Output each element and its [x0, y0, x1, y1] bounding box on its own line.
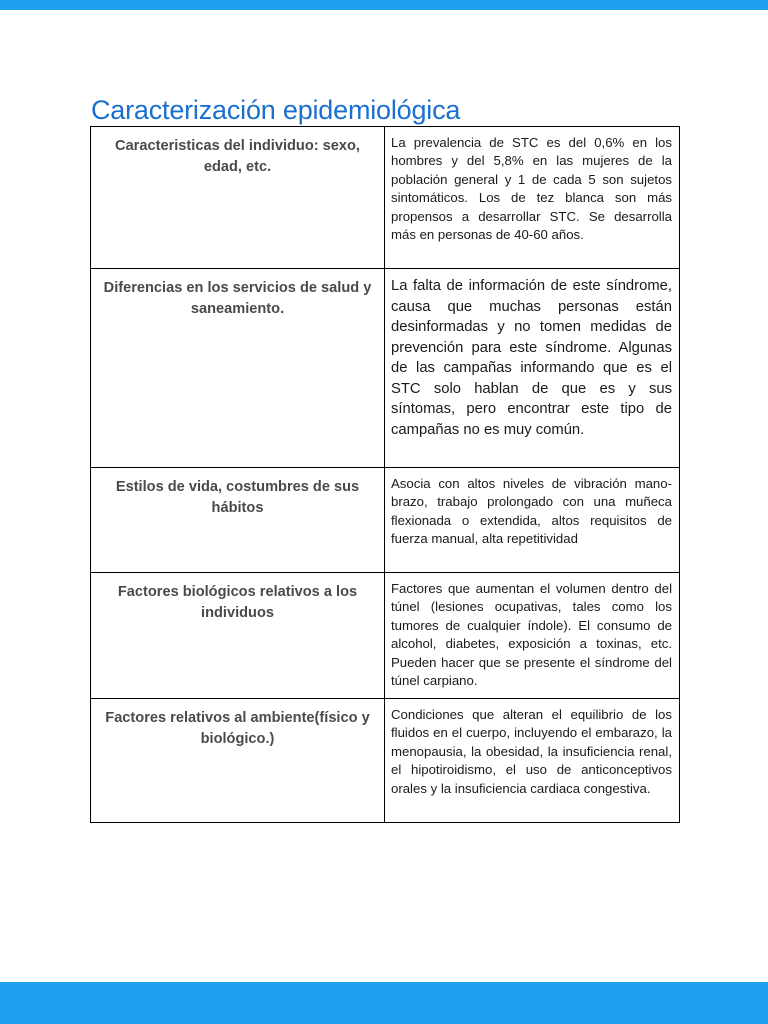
row-description-cell	[385, 699, 680, 823]
table-row	[91, 699, 680, 823]
table-row	[91, 127, 680, 269]
row-description: Condiciones que alteran el equilibrio de los fluidos en el cuerpo, incluyendo el embarazo, la menopausia, la obesidad, la insuficiencia renal, el hipotiroidismo, el uso de anticonceptivos orales y la insuficiencia cardiaca congestiva.	[391, 707, 672, 796]
row-description-cell	[385, 127, 680, 269]
row-description: Factores que aumentan el volumen dentro del túnel (lesiones ocupativas, tales como los tumores de cualquier índole). El consumo de alcohol, diabetes, exposición a toxinas, etc. Pueden hacer que se presente el síndrome del túnel carpiano.	[391, 581, 672, 689]
row-description-cell	[385, 468, 680, 573]
row-label: Caracteristicas del individuo: sexo, edad, etc.	[115, 138, 360, 175]
row-description-cell	[385, 573, 680, 699]
row-label: Factores biológicos relativos a los individuos	[117, 584, 358, 621]
row-description: Asocia con altos niveles de vibración mano-brazo, trabajo prolongado con una muñeca flexionada o extendida, altos requisitos de fuerza manual, alta repetitividad	[391, 476, 672, 547]
row-description: La prevalencia de STC es del 0,6% en los hombres y del 5,8% en las mujeres de la población general y 1 de cada 5 son sujetos sintomáticos. Los de tez blanca son más propensos a desarrollar STC. Se desarrolla más en personas de 40-60 años.	[391, 135, 672, 243]
row-label: Estilos de vida, costumbres de sus hábitos	[115, 479, 360, 516]
row-label-cell	[91, 269, 385, 468]
top-accent-bar	[0, 0, 768, 10]
epidemiology-table	[90, 126, 680, 823]
bottom-accent-bar	[0, 982, 768, 1024]
row-label-cell	[91, 699, 385, 823]
page-title: Caracterización epidemiológica	[91, 95, 461, 125]
table-row	[91, 468, 680, 573]
row-label-cell	[91, 127, 385, 269]
row-label: Factores relativos al ambiente(físico y biológico.)	[105, 710, 370, 747]
table-row	[91, 573, 680, 699]
table-row	[91, 269, 680, 468]
row-description: La falta de información de este síndrome, causa que muchas personas están desinformadas y no tomen medidas de prevención para este síndrome. Algunas de las campañas informando que es el STC solo hablan de que es y sus síntomas, pero encontrar este tipo de campañas no es muy común.	[391, 278, 672, 438]
row-label: Diferencias en los servicios de salud y saneamiento.	[103, 280, 372, 317]
row-description-cell	[385, 269, 680, 468]
row-label-cell	[91, 573, 385, 699]
row-label-cell	[91, 468, 385, 573]
